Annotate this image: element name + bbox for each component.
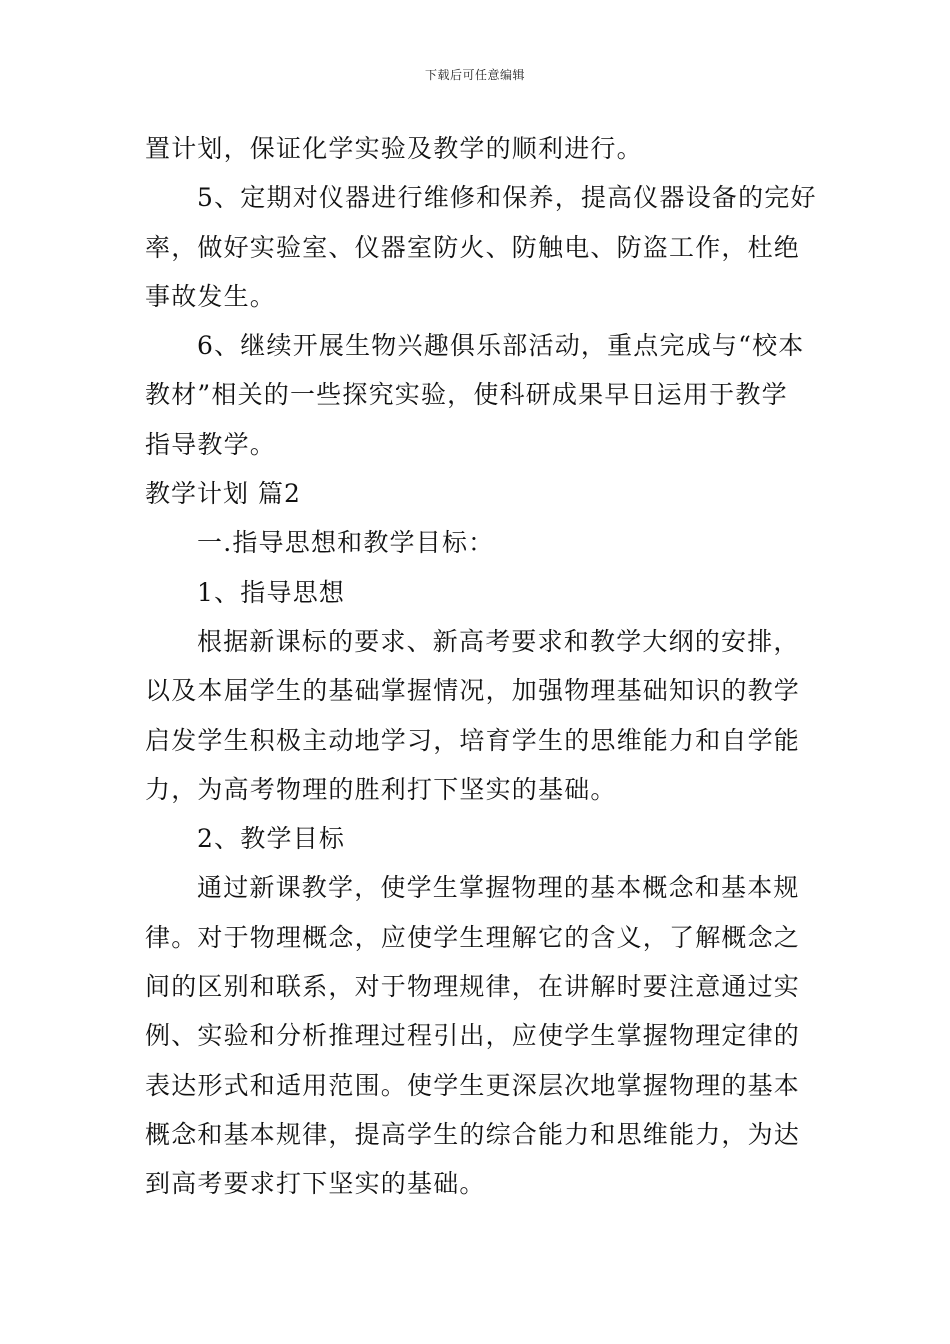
- text-line: 例、实验和分析推理过程引出，应使学生掌握物理定律的: [145, 1021, 801, 1051]
- text-line: 到高考要求打下坚实的基础。: [145, 1169, 486, 1199]
- text-line: 以及本届学生的基础掌握情况，加强物理基础知识的教学: [145, 676, 801, 706]
- text-line: 律。对于物理概念，应使学生理解它的含义，了解概念之: [145, 922, 801, 952]
- page-header-note: 下载后可任意编辑: [424, 68, 525, 82]
- subheading: 1、指导思想: [197, 577, 346, 607]
- text-line: 概念和基本规律，提高学生的综合能力和思维能力，为达: [145, 1119, 801, 1149]
- section-heading: 教学计划 篇2: [145, 479, 301, 509]
- text-line: 事故发生。: [145, 281, 277, 311]
- document-body: [145, 124, 817, 1209]
- text-line: 表达形式和适用范围。使学生更深层次地掌握物理的基本: [145, 1070, 801, 1100]
- text-line: 置计划，保证化学实验及教学的顺利进行。: [145, 134, 643, 163]
- text-line: 根据新课标的要求、新高考要求和教学大纲的安排，: [197, 626, 800, 656]
- subheading: 2、教学目标: [197, 824, 346, 854]
- text-line: 率，做好实验室、仪器室防火、防触电、防盗工作，杜绝: [145, 232, 801, 262]
- text-line: 通过新课教学，使学生掌握物理的基本概念和基本规: [197, 873, 800, 903]
- text-line: 启发学生积极主动地学习，培育学生的思维能力和自学能: [145, 725, 801, 755]
- text-line: 力，为高考物理的胜利打下坚实的基础。: [145, 774, 617, 804]
- text-line: 指导教学。: [145, 429, 277, 459]
- text-line: 教材”相关的一些探究实验，使科研成果早日运用于教学: [145, 380, 788, 410]
- subheading: 一.指导思想和教学目标：: [197, 528, 495, 558]
- text-line: 6、继续开展生物兴趣俱乐部活动，重点完成与“校本: [197, 331, 805, 361]
- text-line: 5、定期对仪器进行维修和保养，提高仪器设备的完好: [197, 183, 817, 213]
- text-line: 间的区别和联系，对于物理规律，在讲解时要注意通过实: [145, 972, 801, 1002]
